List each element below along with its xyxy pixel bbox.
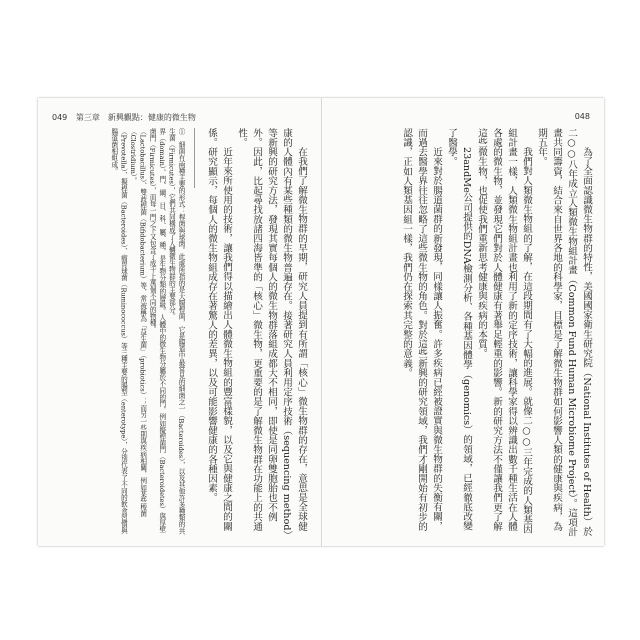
footnote: （Prevotella）、擬桿菌（Bacteroides）、瘤胃球菌（Ruminococcus）等三種主要的腸型（enterotype），分別代表了不同的飲食習慣與腸道菌相組成。 [109, 128, 128, 534]
left-paragraph: 在我們了解微生物群的早期，研究人員提到有所謂「核心」微生物群的存在，意思是全球健康的人體內有某些種類的微生物普遍存在。接著研究人員利用定序技術（sequencing method）等新興的研究方法，發現其實每個人的微生物群落組成都大不相同，即使是同卵雙胞胎也不例外。因此，比起尋找放諸四海皆準的「核心」微生物，更重要的是了解微生物群在功能上的共通性。 [236, 128, 307, 536]
left-paragraph: 近年來所使用的技術，讓我們得以描繪出人體微生物組的豐富樣貌，以及它與健康之間的關係。研究顯示，每個人的微生物組成存在著驚人的差異，以及可能影響健康的各種因素。 [206, 128, 232, 532]
left-running-head [52, 112, 196, 124]
right-page-number: 048 [574, 112, 590, 121]
right-running-head [575, 112, 590, 124]
right-main-text [399, 128, 594, 538]
left-page-body [50, 128, 309, 538]
book-spread [38, 98, 604, 546]
left-page [38, 98, 322, 546]
left-chapter-title: 第三章 新興觀點：健康的微生物 [75, 113, 196, 122]
right-paragraph: 為了全面認識微生物群的特性，美國國家衛生研究院（National Institutes of Health）於二○○八年成立人類微生物組計畫（Common Fund Human Microbiome Project）。這項計畫共同籌資，結合來自世界各地的科學家，目標是了解微生物群如何影響人類的健康與疾病，為期五年。 [536, 128, 592, 537]
footnote: 界（domain）、門、綱、目、科、屬、種，是生物分類的層級。人體中的微生物分屬於不同的門，例如擬桿菌門（Bacteroidetes）與厚壁菌門（Firmicutes），而每一門之下又包含了成千上萬個不同的物種。 [148, 128, 166, 533]
left-main-text [204, 128, 309, 538]
left-footnotes [108, 128, 185, 538]
right-page-body [331, 128, 594, 538]
footnote: （Lactobacillus）、雙歧桿菌（Bifidobacterium）等，常被稱為「益生菌」（probiotics）；而另一些則與疾病相關，例如某些梭菌（Clostridium）。 [129, 128, 147, 518]
footnote-divider [194, 128, 195, 188]
right-paragraph: 23andMe公司提供的DNA檢測分析、各種基因體學（genomics）的領域，已經徹底改變了醫學。 [446, 128, 472, 531]
left-page-number: 049 [52, 113, 68, 122]
right-paragraph: 近來對於腸道菌群的新發現，同樣讓人振奮。許多疾病已經被證實與微生物群的失衡有關，而過去醫學界往往忽略了這些微生物的角色。對於這些新興的研究領域，我們才剛開始有初步的認識，正如人類基因組一樣，我們仍在探索其完整的意義。 [401, 128, 442, 532]
right-page [321, 98, 604, 546]
right-paragraph: 我們對人類微生物組的了解，在這段期間有了大幅的進展。就像二○○三年完成的人類基因組計畫一樣，人類微生物組計畫也利用了新的定序技術，讓科學家得以辨識出數千種生活在人體各處的微生物，並發現它們對於人體健康有著舉足輕重的影響。新的研究方法不僅讓我們更了解這些微生物，也促使我們重新思考健康與疾病的本質。 [476, 128, 532, 534]
footnote: ① 細菌有兩種主要的形式：桿菌與球菌。此處所指的是大腸桿菌，它是腸道中最常見的細菌之一（Bacteroides），以及其他許多種類的共生菌（Firmicutes），它們共同構成了人體微生物群的主要部分。 [167, 128, 185, 535]
